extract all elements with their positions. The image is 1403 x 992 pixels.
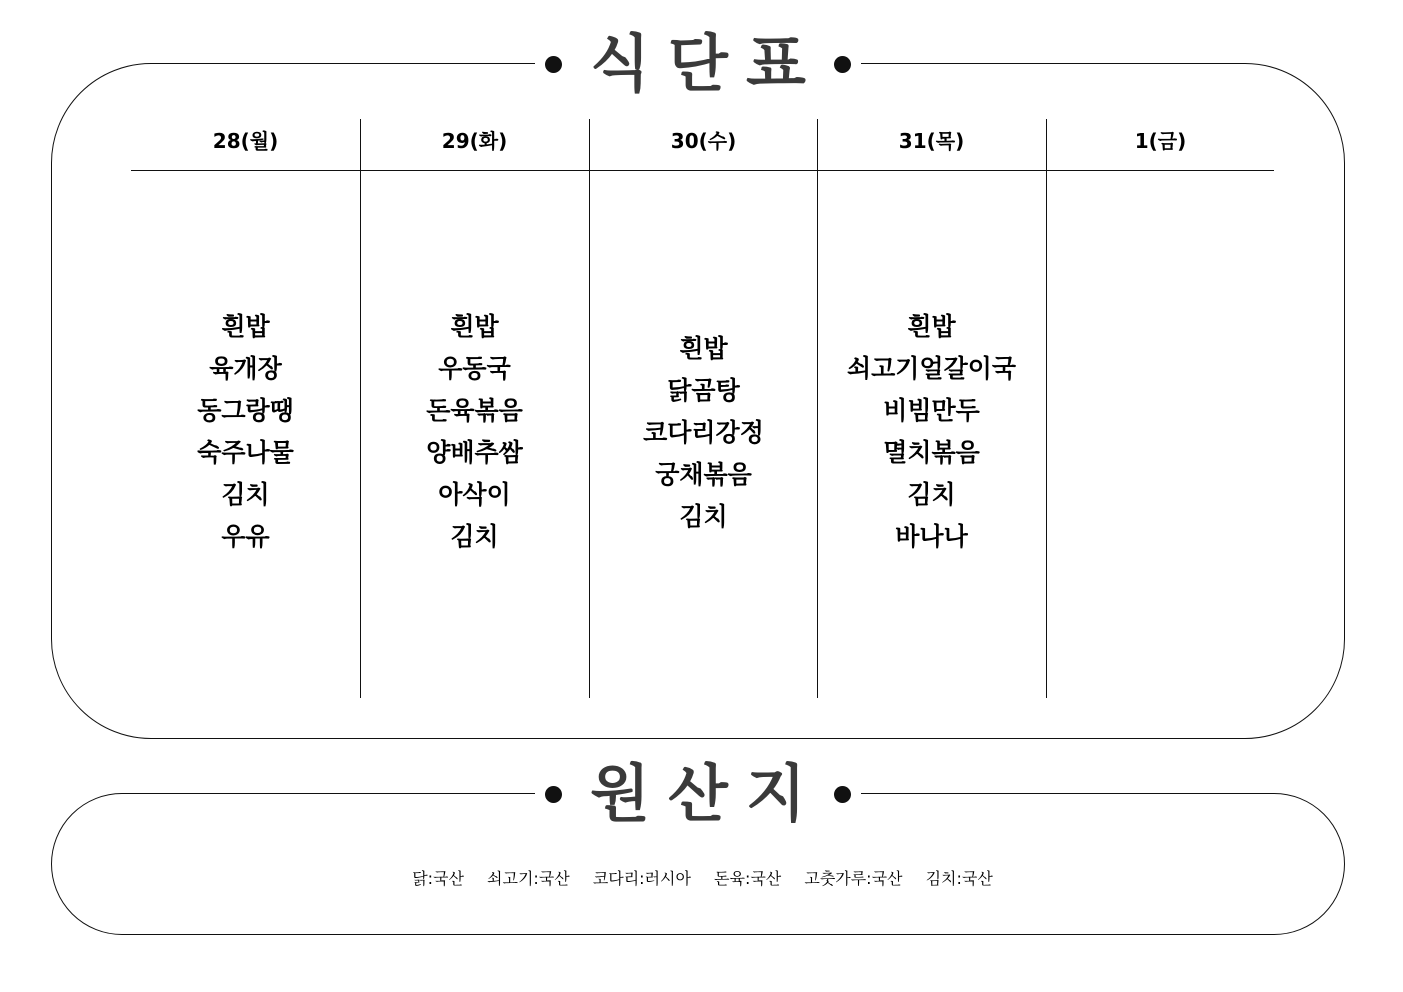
menu-item: 닭곰탕 — [667, 376, 740, 405]
menu-item: 김치 — [450, 522, 499, 551]
menu-title-banner — [535, 24, 861, 104]
origin-item: 김치:국산 — [925, 869, 993, 888]
menu-item: 멸치볶음 — [883, 438, 980, 467]
origin-title-banner — [535, 754, 861, 834]
origin-item: 돈육:국산 — [714, 869, 782, 888]
menu-item: 흰밥 — [907, 312, 956, 341]
menu-item: 코다리강정 — [643, 418, 764, 447]
menu-item: 비빔만두 — [883, 396, 980, 425]
menu-item: 우유 — [221, 522, 270, 551]
origin-list — [131, 866, 1274, 889]
day-header-tue: 29(화) — [441, 129, 508, 153]
menu-column-wed — [589, 328, 818, 538]
menu-item: 숙주나물 — [197, 438, 294, 467]
bullet-dot-icon — [545, 56, 562, 73]
menu-item: 동그랑땡 — [197, 396, 294, 425]
day-header-mon: 28(월) — [212, 129, 279, 153]
origin-item: 고춧가루:국산 — [804, 869, 903, 888]
menu-item: 흰밥 — [679, 334, 728, 363]
column-divider — [1046, 119, 1047, 698]
day-header-wed: 30(수) — [670, 129, 737, 153]
menu-item: 우동국 — [438, 354, 511, 383]
menu-item: 아삭이 — [438, 480, 511, 509]
bullet-dot-icon — [834, 56, 851, 73]
bullet-dot-icon — [834, 786, 851, 803]
origin-title: 원산지 — [590, 757, 824, 830]
menu-item: 육개장 — [209, 354, 282, 383]
day-header-thu: 31(목) — [898, 129, 965, 153]
menu-item: 돈육볶음 — [426, 396, 523, 425]
menu-item: 바나나 — [895, 522, 968, 551]
menu-title: 식단표 — [590, 27, 824, 100]
menu-item: 궁채볶음 — [655, 460, 752, 489]
menu-item: 김치 — [679, 502, 728, 531]
menu-item: 흰밥 — [221, 312, 270, 341]
menu-column-tue — [360, 306, 589, 558]
origin-item: 쇠고기:국산 — [487, 869, 570, 888]
menu-item: 양배추쌈 — [426, 438, 523, 467]
menu-item: 김치 — [221, 480, 270, 509]
menu-column-thu — [817, 306, 1046, 558]
menu-column-mon — [131, 306, 360, 558]
day-header-fri: 1(금) — [1134, 129, 1187, 153]
header-divider — [131, 170, 1274, 171]
origin-item: 코다리:러시아 — [592, 869, 691, 888]
menu-item: 김치 — [907, 480, 956, 509]
bullet-dot-icon — [545, 786, 562, 803]
origin-item: 닭:국산 — [412, 869, 464, 888]
menu-item: 쇠고기얼갈이국 — [846, 354, 1017, 383]
menu-item: 흰밥 — [450, 312, 499, 341]
